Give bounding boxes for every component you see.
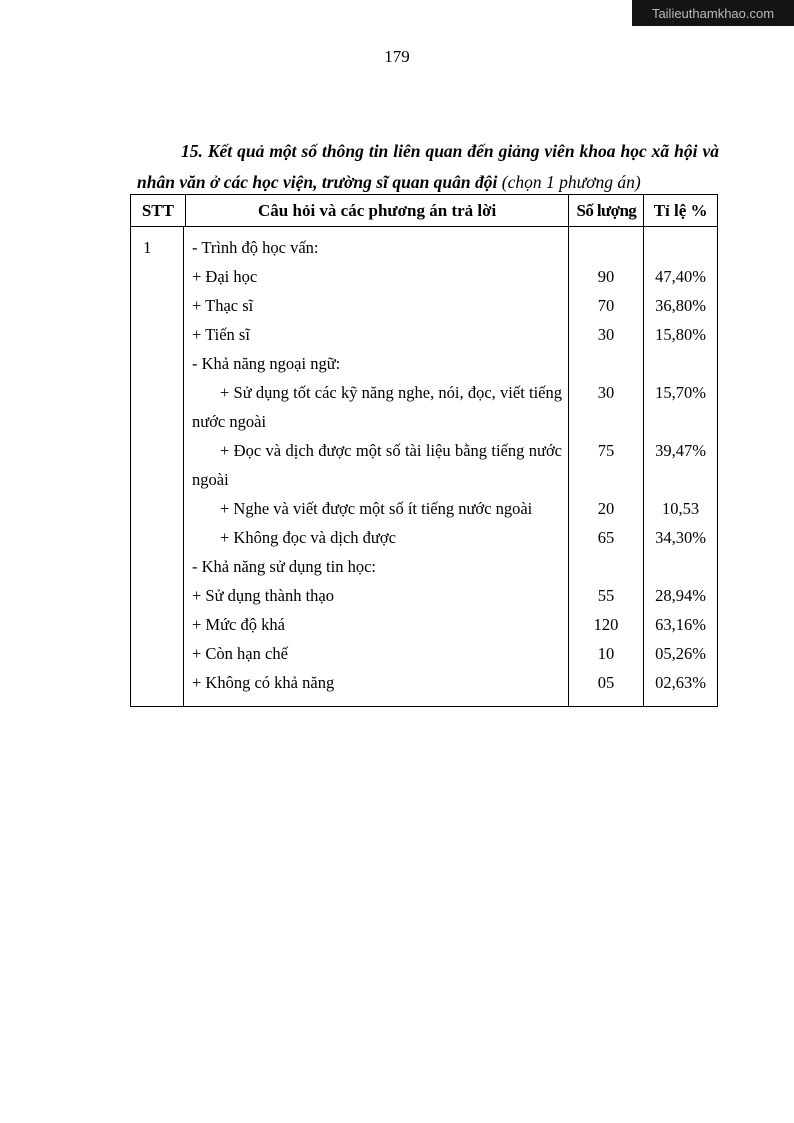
row-percentage-cell: 28,94%: [655, 586, 706, 605]
table-body-row: [131, 227, 717, 706]
row-quantity-cell: 30: [569, 378, 644, 436]
table-row: [184, 320, 717, 349]
row-question-cell: + Sử dụng thành thạo: [184, 581, 569, 610]
row-percentage-cell: 05,26%: [655, 644, 706, 663]
row-percentage-cell: 36,80%: [655, 296, 706, 315]
row-quantity-cell: 90: [569, 262, 644, 291]
table-row: [184, 227, 717, 262]
row-quantity-cell: [569, 552, 644, 581]
header-quantity: Số lượng: [569, 195, 644, 226]
row-percentage-cell: 39,47%: [655, 441, 706, 460]
table-header-row: [131, 195, 717, 227]
row-question-cell: + Còn hạn chế: [184, 639, 569, 668]
row-quantity-cell: 70: [569, 291, 644, 320]
row-question-cell: + Không đọc và dịch được: [184, 523, 569, 552]
row-quantity-cell: 75: [569, 436, 644, 494]
row-quantity-cell: 30: [569, 320, 644, 349]
heading-note-text: (chọn 1 phương án): [501, 172, 641, 192]
table-row: [184, 494, 717, 523]
table-row: [184, 552, 717, 581]
heading-main-text: 15. Kết quả một số thông tin liên quan đến giảng viên khoa học xã hội và nhân văn ở các học viện, trường sĩ quan quân đội: [137, 141, 719, 192]
table-row: [184, 378, 717, 436]
row-quantity-cell: [569, 227, 644, 262]
table-row: [184, 668, 717, 706]
section-heading: [137, 136, 719, 198]
table-row: [184, 436, 717, 494]
row-quantity-cell: 55: [569, 581, 644, 610]
row-question-cell: - Khả năng sử dụng tin học:: [184, 552, 569, 581]
page-number: 179: [384, 47, 410, 66]
table-row: [184, 610, 717, 639]
table-rows-container: [184, 227, 717, 706]
row-percentage-cell: [644, 349, 717, 378]
row-quantity-cell: 120: [569, 610, 644, 639]
row-percentage-cell: 63,16%: [655, 615, 706, 634]
watermark-link[interactable]: Tailieuthamkhao.com: [632, 0, 794, 26]
table-row: [184, 581, 717, 610]
row-percentage-cell: 34,30%: [655, 528, 706, 547]
header-percentage: Tỉ lệ %: [653, 201, 708, 220]
row-percentage-cell: 02,63%: [655, 673, 706, 692]
row-quantity-cell: [569, 349, 644, 378]
survey-results-table: [130, 194, 718, 707]
row-question-cell: - Khả năng ngoại ngữ:: [184, 349, 569, 378]
table-row: [184, 639, 717, 668]
table-row: [184, 291, 717, 320]
row-quantity-cell: 65: [569, 523, 644, 552]
header-question: Câu hỏi và các phương án trả lời: [186, 195, 570, 226]
row-percentage-cell: 47,40%: [655, 267, 706, 286]
row-quantity-cell: 20: [569, 494, 644, 523]
row-percentage-cell: [644, 552, 717, 581]
row-percentage-cell: 10,53: [661, 499, 700, 518]
row-question-cell: + Thạc sĩ: [184, 291, 569, 320]
row-question-cell: - Trình độ học vấn:: [184, 227, 569, 262]
table-row: [184, 262, 717, 291]
row-question-cell: + Sử dụng tốt các kỹ năng nghe, nói, đọc, viết tiếng nước ngoài: [184, 378, 569, 436]
row-question-cell: + Tiến sĩ: [184, 320, 569, 349]
header-stt: STT: [131, 195, 186, 226]
row-percentage-cell: 15,70%: [655, 383, 706, 402]
row-percentage-cell: 15,80%: [655, 325, 706, 344]
row-question-cell: + Nghe và viết được một số ít tiếng nước ngoài: [184, 494, 569, 523]
table-row: [184, 523, 717, 552]
row-question-cell: + Không có khả năng: [184, 668, 569, 706]
row-question-cell: + Đọc và dịch được một số tài liệu bằng tiếng nước ngoài: [184, 436, 569, 494]
stt-cell: 1: [131, 227, 184, 706]
row-percentage-cell: [644, 227, 717, 262]
row-question-cell: + Đại học: [184, 262, 569, 291]
row-quantity-cell: 05: [569, 668, 644, 706]
row-quantity-cell: 10: [569, 639, 644, 668]
row-question-cell: + Mức độ khá: [184, 610, 569, 639]
table-row: [184, 349, 717, 378]
